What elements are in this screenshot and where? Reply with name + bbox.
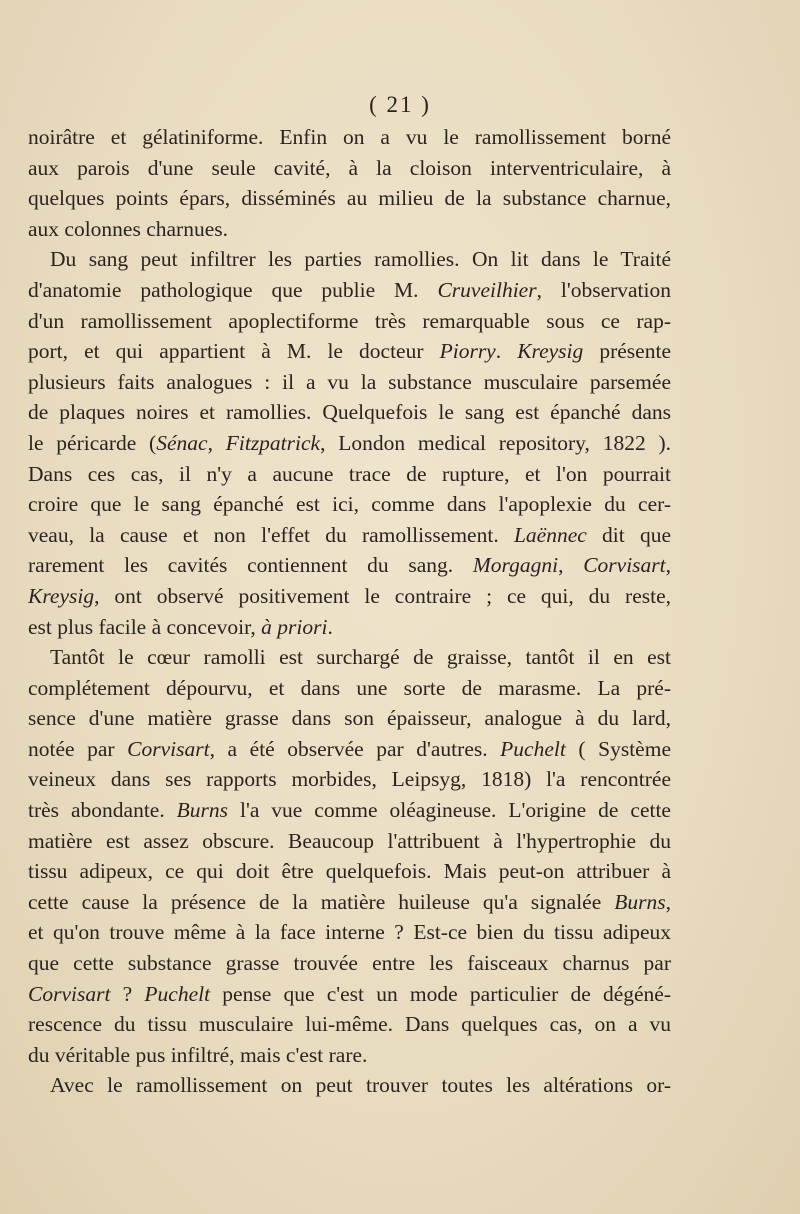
text-segment: croire que le sang épanché est ici, comme dans l'apoplexie du cer- — [28, 492, 671, 517]
text-segment: Tantôt le cœur ramolli est surchargé de graisse, tantôt il en est — [50, 645, 671, 670]
text-line — [28, 306, 671, 337]
text-segment: , — [665, 889, 671, 914]
text-line — [28, 520, 671, 551]
text-line — [28, 734, 671, 765]
text-segment: présente — [583, 339, 671, 364]
text-line — [28, 887, 671, 918]
text-segment: matière est assez obscure. Beaucoup l'attribuent à l'hypertrophie du — [28, 828, 671, 853]
text-line — [28, 244, 671, 275]
text-segment: cette cause la présence de la matière huileuse qu'a signalée — [28, 889, 615, 914]
text-segment: quelques points épars, disséminés au milieu de la substance charnue, — [28, 186, 671, 211]
italic-name: Puchelt — [500, 736, 566, 761]
text-segment: rescence du tissu musculaire lui-même. Dans quelques cas, on a vu — [28, 1012, 671, 1037]
text-segment: port, et qui appartient à M. le docteur — [28, 339, 440, 364]
text-segment: tissu adipeux, ce qui doit être quelquefois. Mais peut-on attribuer à — [28, 859, 671, 884]
text-segment: , ont observé positivement le contraire ; ce qui, du reste, — [94, 583, 671, 608]
text-segment: pense que c'est un mode particulier de dégéné- — [210, 981, 671, 1006]
page-number: ( 21 ) — [369, 92, 431, 117]
text-line — [28, 153, 671, 184]
text-line — [28, 703, 671, 734]
text-segment: , l'observation — [536, 277, 671, 302]
text-line — [28, 550, 671, 581]
text-segment: plusieurs faits analogues : il a vu la substance musculaire parsemée — [28, 369, 671, 394]
text-segment: très abondante. — [28, 798, 177, 823]
text-segment: est plus facile à concevoir, — [28, 614, 262, 639]
text-segment: rarement les cavités contiennent du sang. — [28, 553, 473, 578]
text-segment: complétement dépourvu, et dans une sorte de marasme. La pré- — [28, 675, 671, 700]
italic-name: Corvisart — [583, 553, 666, 578]
text-line — [28, 459, 671, 490]
italic-name: à priori — [261, 614, 328, 639]
italic-name: Kreysig — [28, 583, 95, 608]
text-line — [28, 948, 671, 979]
text-line — [28, 1040, 671, 1071]
italic-name: Kreysig — [517, 339, 584, 364]
text-segment: , — [665, 553, 671, 578]
text-segment: de plaques noires et ramollies. Quelquefois le sang est épanché dans — [28, 400, 671, 425]
italic-name: Burns — [614, 889, 666, 914]
text-segment: aux colonnes charnues. — [28, 216, 228, 241]
italic-name: Fitzpatrick — [225, 430, 321, 455]
text-line — [28, 183, 671, 214]
text-line — [28, 428, 671, 459]
text-segment: Du sang peut infiltrer les parties ramollies. On lit dans le Traité — [50, 247, 671, 272]
text-segment: , — [207, 430, 226, 455]
text-segment: notée par — [28, 736, 128, 761]
italic-name: Laënnec — [513, 522, 587, 547]
italic-name: Corvisart — [28, 981, 111, 1006]
italic-name: Burns — [176, 798, 229, 823]
italic-name: Puchelt — [144, 981, 211, 1006]
text-segment: sence d'une matière grasse dans son épaisseur, analogue à du lard, — [28, 706, 671, 731]
text-line — [28, 979, 671, 1010]
text-line — [28, 764, 671, 795]
italic-name: Sénac — [156, 430, 208, 455]
body-text — [28, 122, 671, 1101]
text-segment: le péricarde ( — [28, 430, 157, 455]
text-segment: . — [327, 614, 333, 639]
text-segment: du véritable pus infiltré, mais c'est rare. — [28, 1042, 368, 1067]
text-segment: d'anatomie pathologique que publie M. — [28, 277, 438, 302]
text-segment: . — [495, 339, 518, 364]
text-line — [28, 275, 671, 306]
text-line — [28, 397, 671, 428]
text-segment: , — [558, 553, 584, 578]
text-line — [28, 1070, 671, 1101]
text-segment: noirâtre et gélatiniforme. Enfin on a vu le ramollissement borné — [28, 125, 671, 149]
text-line — [28, 489, 671, 520]
text-segment: ( Système — [565, 736, 671, 761]
text-segment: d'un ramollissement apoplectiforme très remarquable sous ce rap- — [28, 308, 671, 333]
text-segment: Avec le ramollissement on peut trouver toutes les altérations or- — [50, 1073, 671, 1098]
text-line — [28, 214, 671, 245]
text-line — [28, 1009, 671, 1040]
text-line — [28, 826, 671, 857]
text-segment: , a été observée par d'autres. — [209, 736, 501, 761]
text-line — [28, 642, 671, 673]
text-segment: aux parois d'une seule cavité, à la cloison interventriculaire, à — [28, 155, 671, 180]
text-line — [28, 367, 671, 398]
text-line — [28, 612, 671, 643]
text-segment: , London medical repository, 1822 ). — [320, 430, 671, 455]
italic-name: Corvisart — [127, 736, 210, 761]
italic-name: Cruveilhier — [437, 277, 537, 302]
text-segment: veineux dans ses rapports morbides, Leipsyg, 1818) l'a rencontrée — [28, 767, 671, 792]
text-segment: ? — [110, 981, 145, 1006]
text-line — [28, 336, 671, 367]
italic-name: Piorry — [439, 339, 496, 364]
text-line — [28, 795, 671, 826]
text-segment: que cette substance grasse trouvée entre les faisceaux charnus par — [28, 951, 671, 976]
text-segment: et qu'on trouve même à la face interne ? Est-ce bien du tissu adipeux — [28, 920, 671, 945]
text-segment: veau, la cause et non l'effet du ramollissement. — [28, 522, 514, 547]
text-line — [28, 122, 671, 153]
text-line — [28, 917, 671, 948]
text-line — [28, 856, 671, 887]
text-segment: l'a vue comme oléagineuse. L'origine de cette — [228, 798, 671, 823]
text-segment: Dans ces cas, il n'y a aucune trace de rupture, et l'on pourrait — [28, 461, 671, 486]
text-segment: dit que — [586, 522, 671, 547]
text-line — [28, 673, 671, 704]
italic-name: Morgagni — [472, 553, 559, 578]
text-line — [28, 581, 671, 612]
